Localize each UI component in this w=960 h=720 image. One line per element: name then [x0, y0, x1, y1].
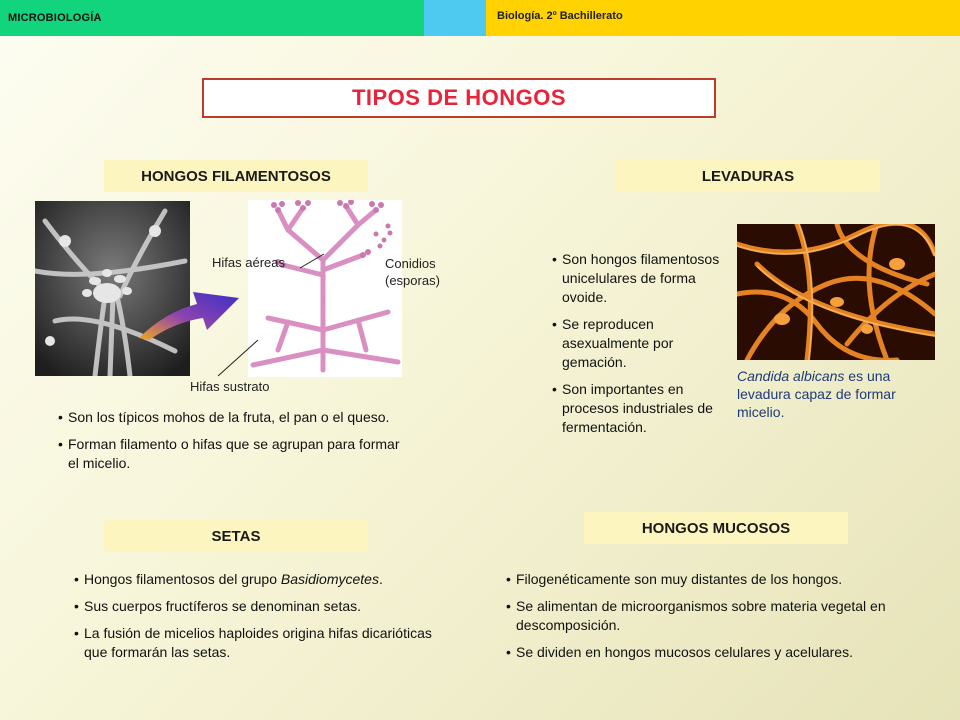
filamentosos-bullet-list: [58, 408, 403, 481]
list-item: • Filogenéticamente son muy distantes de los hongos.: [506, 570, 926, 589]
setas-bullet-suffix: .: [378, 571, 383, 587]
candida-illustration: [737, 224, 935, 360]
header-bar-cyan: [424, 0, 486, 36]
list-item: • Son hongos filamentosos unicelulares de forma ovoide.: [552, 250, 724, 307]
list-item: [74, 570, 434, 589]
levaduras-bullet-list: [552, 250, 724, 445]
heading-levaduras: LEVADURAS: [616, 160, 880, 192]
candida-caption: [737, 367, 937, 421]
list-item: • Forman filamento o hifas que se agrupan para formar el micelio.: [58, 435, 403, 473]
list-item: • Sus cuerpos fructíferos se denominan setas.: [74, 597, 434, 616]
setas-bullet-list: [74, 570, 434, 670]
setas-bullet-taxon: Basidiomycetes: [280, 571, 379, 587]
page-title: TIPOS DE HONGOS: [202, 78, 716, 118]
candida-micrograph-image: [737, 224, 935, 360]
label-conidios-text: Conidios: [385, 256, 436, 271]
arrow-icon: [135, 282, 245, 342]
setas-bullet-prefix: Hongos filamentosos del grupo: [84, 571, 281, 587]
list-item: • Se dividen en hongos mucosos celulares y acelulares.: [506, 643, 926, 662]
label-hifas-sustrato: Hifas sustrato: [190, 379, 270, 394]
list-item: • La fusión de micelios haploides origina hifas dicarióticas que formarán las setas.: [74, 624, 434, 662]
hyphae-illustration: [248, 200, 402, 377]
label-esporas-text: (esporas): [385, 273, 440, 288]
hyphae-diagram: [248, 200, 402, 377]
header-course: Biología. 2º Bachillerato: [497, 10, 623, 22]
heading-hongos-filamentosos: HONGOS FILAMENTOSOS: [104, 160, 368, 192]
caption-text: es una levadura capaz de formar micelio.: [737, 368, 896, 420]
header-subject: MICROBIOLOGÍA: [8, 12, 102, 24]
label-hifas-aereas: Hifas aéreas: [212, 255, 285, 270]
list-item: • Son importantes en procesos industriales de fermentación.: [552, 380, 724, 437]
heading-setas: SETAS: [104, 520, 368, 552]
caption-species: Candida albicans: [737, 368, 845, 384]
list-item: • Se reproducen asexualmente por gemación.: [552, 315, 724, 372]
mucosos-bullet-list: [506, 570, 926, 670]
list-item: • Son los típicos mohos de la fruta, el pan o el queso.: [58, 408, 403, 427]
heading-hongos-mucosos: HONGOS MUCOSOS: [584, 512, 848, 544]
list-item: • Se alimentan de microorganismos sobre materia vegetal en descomposición.: [506, 597, 926, 635]
label-conidios: [385, 255, 440, 289]
